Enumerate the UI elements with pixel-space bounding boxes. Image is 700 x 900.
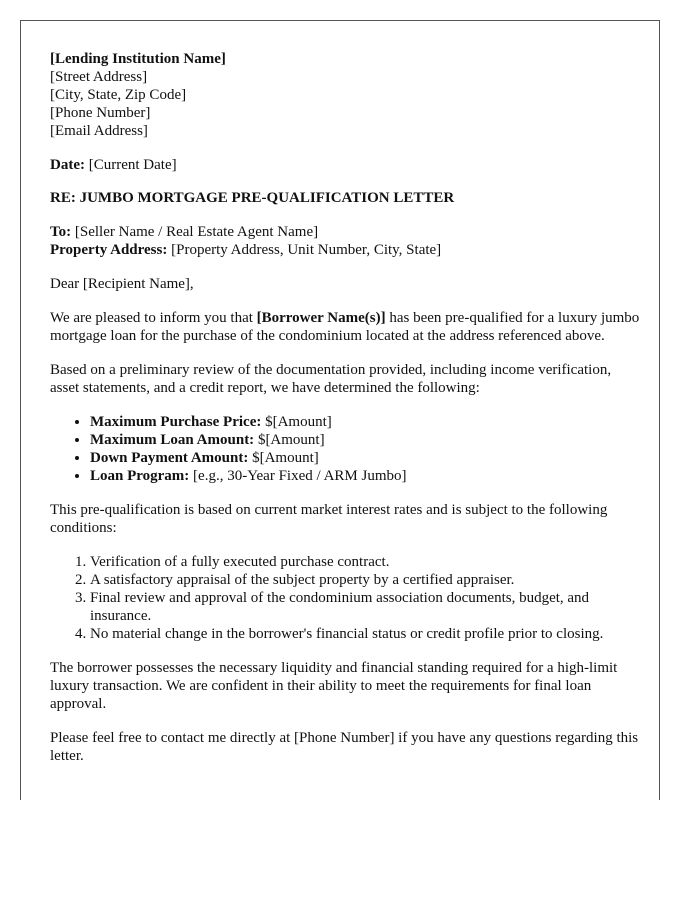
borrower-name: [Borrower Name(s)] xyxy=(256,310,386,326)
conditions-list xyxy=(50,553,640,643)
date-line xyxy=(50,156,640,174)
conditions-intro: This pre-qualification is based on current market interest rates and is subject to the following conditions: xyxy=(50,502,608,536)
date-label: Date: xyxy=(50,157,85,173)
condition-item: 3. Final review and approval of the condominium association documents, budget, and insurance. xyxy=(90,589,640,625)
term-label: Maximum Purchase Price: xyxy=(90,414,262,430)
intro-paragraph xyxy=(50,309,640,345)
term-item xyxy=(90,449,640,467)
term-value: $[Amount] xyxy=(252,450,319,466)
term-value: $[Amount] xyxy=(265,414,332,430)
term-item xyxy=(90,467,640,485)
to-label: To: xyxy=(50,224,72,240)
lender-phone: [Phone Number] xyxy=(50,105,151,121)
lender-address-block xyxy=(50,50,640,140)
to-value: [Seller Name / Real Estate Agent Name] xyxy=(74,224,319,240)
lender-street: [Street Address] xyxy=(50,69,148,85)
to-line xyxy=(50,223,640,241)
property-address-line xyxy=(50,241,640,259)
date-value: [Current Date] xyxy=(88,157,177,173)
property-address-value: [Property Address, Unit Number, City, State] xyxy=(171,242,442,258)
salutation: Dear [Recipient Name], xyxy=(50,276,194,292)
term-item xyxy=(90,431,640,449)
letter-page xyxy=(20,20,660,800)
review-paragraph: Based on a preliminary review of the documentation provided, including income verification, asset statements, and a credit report, we have determined the following: xyxy=(50,362,612,396)
term-label: Maximum Loan Amount: xyxy=(90,432,255,448)
term-value: [e.g., 30-Year Fixed / ARM Jumbo] xyxy=(193,468,407,484)
liquidity-paragraph: The borrower possesses the necessary liquidity and financial standing required for a high-limit luxury transaction. We are confident in their ability to meet the requirements for final loan approval. xyxy=(50,660,618,712)
term-label: Down Payment Amount: xyxy=(90,450,249,466)
condition-item: 4. No material change in the borrower's financial status or credit profile prior to closing. xyxy=(90,625,640,643)
lender-name: [Lending Institution Name] xyxy=(50,51,226,67)
term-item xyxy=(90,413,640,431)
terms-list xyxy=(50,413,640,485)
lender-city: [City, State, Zip Code] xyxy=(50,87,187,103)
condition-item: 2. A satisfactory appraisal of the subject property by a certified appraiser. xyxy=(90,571,640,589)
lender-email: [Email Address] xyxy=(50,123,148,139)
letter-content xyxy=(50,50,640,765)
recipient-block xyxy=(50,223,640,259)
term-value: $[Amount] xyxy=(257,432,325,448)
contact-paragraph: Please feel free to contact me directly at [Phone Number] if you have any questions regarding this letter. xyxy=(50,730,639,764)
property-address-label: Property Address: xyxy=(50,242,168,258)
intro-before: We are pleased to inform you that xyxy=(50,310,257,326)
re-line: RE: JUMBO MORTGAGE PRE-QUALIFICATION LETTER xyxy=(50,190,455,206)
condition-item: 1. Verification of a fully executed purchase contract. xyxy=(90,553,640,571)
intro-after: has been pre-qualified for a luxury jumbo mortgage loan for the purchase of the condominium located at the address referenced above. xyxy=(50,310,640,344)
term-label: Loan Program: xyxy=(90,468,190,484)
